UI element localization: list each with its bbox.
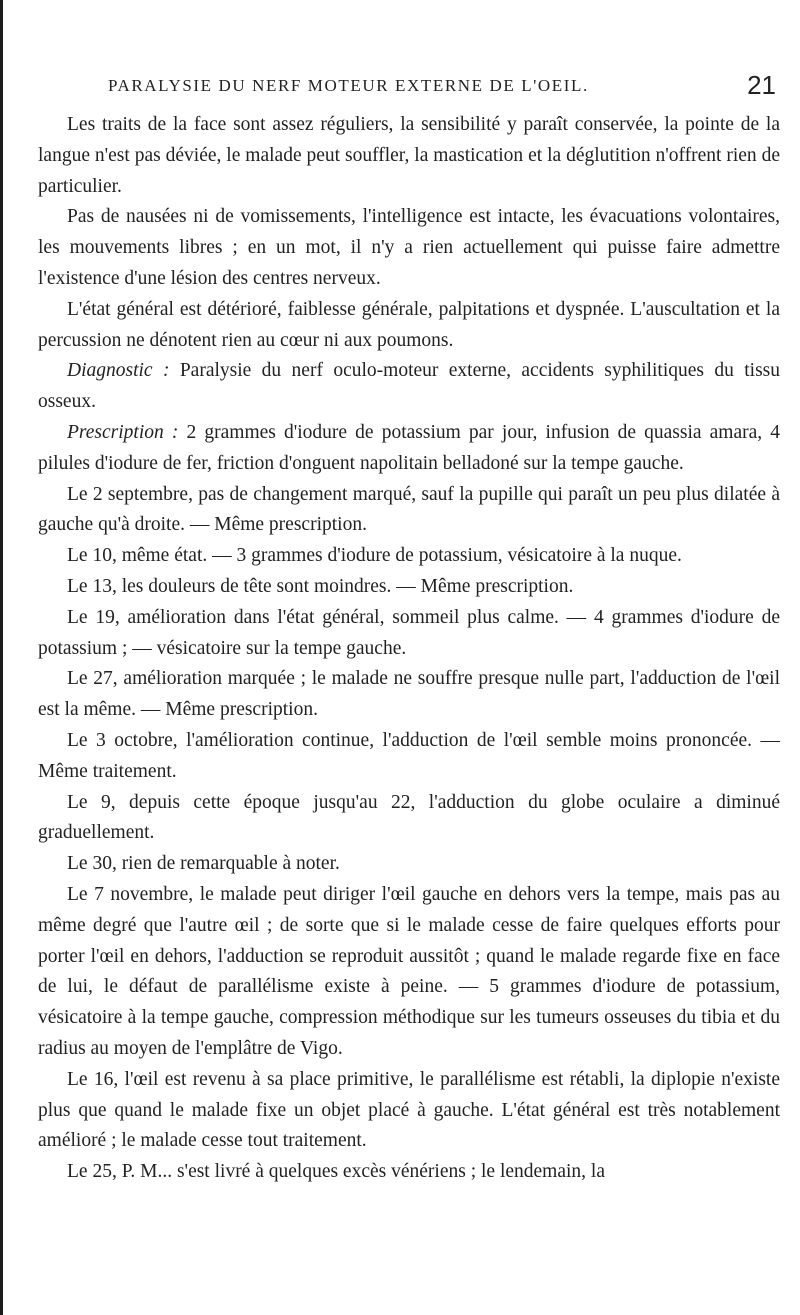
paragraph: Le 3 octobre, l'amélioration continue, l'adduction de l'œil semble moins prononcée. — Même traitement. [38, 729, 780, 782]
book-page [38, 0, 780, 1188]
page-edge-line [0, 0, 3, 1315]
paragraph: Le 7 novembre, le malade peut diriger l'œil gauche en dehors vers la tempe, mais pas au même degré que l'autre œil ; de sorte que si le malade cesse de faire quelques efforts pour porter l'œil en dehors, l'adduction se reproduit aussitôt ; quand le malade regarde fixe en face de lui, le défaut de parallélisme existe à peine. — 5 grammes d'iodure de potassium, vésicatoire à la tempe gauche, compression méthodique sur les tumeurs osseuses du tibia et du radius au moyen de l'emplâtre de Vigo. [38, 883, 780, 1059]
running-header [38, 70, 780, 110]
paragraph: Le 10, même état. — 3 grammes d'iodure de potassium, vésicatoire à la nuque. [67, 545, 682, 567]
paragraph: Le 16, l'œil est revenu à sa place primitive, le parallélisme est rétabli, la diplopie n'existe plus que quand le malade fixe un objet placé à gauche. L'état général est très notablement amélioré ; le malade cesse tout traitement. [38, 1068, 780, 1152]
paragraph: Pas de nausées ni de vomissements, l'intelligence est intacte, les évacuations volontaires, les mouvements libres ; en un mot, il n'y a rien actuellement qui puisse faire admettre l'existence d'une lésion des centres nerveux. [38, 206, 780, 289]
body-text [38, 110, 780, 1188]
prescription-paragraph [38, 418, 780, 480]
paragraph: Le 13, les douleurs de tête sont moindres. — Même prescription. [67, 575, 574, 597]
paragraph: Le 30, rien de remarquable à noter. [67, 853, 340, 875]
diagnostic-label: Diagnostic : [67, 360, 170, 382]
prescription-text: 2 grammes d'iodure de potassium par jour, infusion de quassia amara, 4 pilules d'iodure de fer, friction d'onguent napolitain belladoné sur la tempe gauche. [38, 421, 781, 474]
paragraph: Le 25, P. M... s'est livré à quelques excès vénériens ; le lendemain, la [67, 1161, 605, 1183]
paragraph: Le 9, depuis cette époque jusqu'au 22, l'adduction du globe oculaire a diminué graduellement. [38, 791, 780, 844]
paragraph: Le 19, amélioration dans l'état général, sommeil plus calme. — 4 grammes d'iodure de potassium ; — vésicatoire sur la tempe gauche. [38, 606, 780, 659]
running-title: PARALYSIE DU NERF MOTEUR EXTERNE DE L'OEIL. [108, 76, 589, 95]
prescription-label: Prescription : [67, 421, 179, 443]
paragraph: Le 27, amélioration marquée ; le malade ne souffre presque nulle part, l'adduction de l'œil est la même. — Même prescription. [38, 668, 780, 721]
page-number: 21 [747, 70, 776, 100]
paragraph: Les traits de la face sont assez réguliers, la sensibilité y paraît conservée, la pointe de la langue n'est pas déviée, le malade peut souffler, la mastication et la déglutition n'offrent rien de particulier. [38, 114, 780, 197]
paragraph: Le 2 septembre, pas de changement marqué, sauf la pupille qui paraît un peu plus dilatée à gauche qu'à droite. — Même prescription. [38, 483, 780, 536]
paragraph: L'état général est détérioré, faiblesse générale, palpitations et dyspnée. L'auscultation et la percussion ne dénotent rien au cœur ni aux poumons. [38, 298, 780, 351]
diagnostic-text: Paralysie du nerf oculo-moteur externe, accidents syphilitiques du tissu osseux. [38, 360, 780, 413]
diagnostic-paragraph [38, 356, 780, 418]
